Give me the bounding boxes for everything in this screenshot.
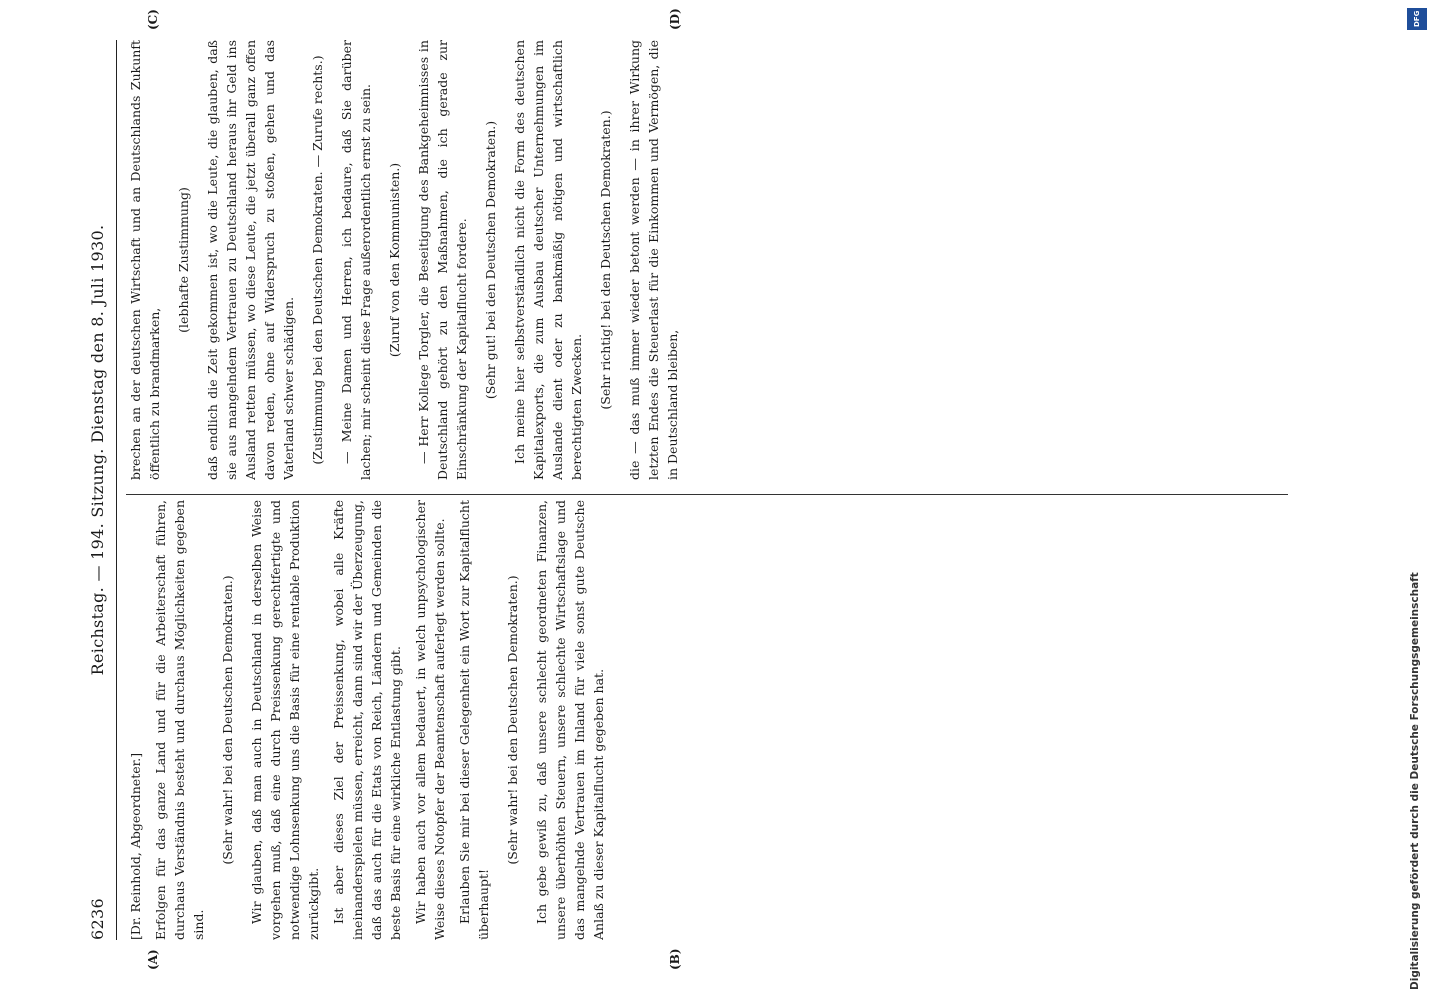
interjection: (Zuruf von den Kommunisten.) [387, 162, 402, 358]
page-number: 6236 [88, 898, 107, 940]
speaker-line: [Dr. Reinhold, Abgeordneter.] [128, 752, 143, 940]
paragraph: die — das muß immer wieder betont werden — in ihrer Wirkung letzten Endes die Steuerlast für die Einkommen und Vermögen, die in Deutschland bleiben, [627, 40, 680, 480]
funding-notice: Digitalisierung gefördert durch die Deutsche Forschungsgemeinschaft [1409, 572, 1421, 990]
paragraph: brechen an der deutschen Wirtschaft und an Deutschlands Zukunft öffentlich zu brandmarken, [128, 40, 162, 480]
header-rule [116, 40, 117, 940]
paragraph: Erlauben Sie mir bei dieser Gelegenheit ein Wort zur Kapitalflucht überhaupt! [457, 500, 491, 940]
interjection: (Sehr wahr! bei den Deutschen Demokraten.) [220, 575, 235, 865]
paragraph: — Meine Damen und Herren, ich bedaure, daß Sie darüber lachen; mir scheint diese Frage außerordentlich ernst zu sein. [339, 40, 373, 480]
margin-marker-c: (C) [146, 9, 160, 30]
paragraph: Ich gebe gewiß zu, daß unsere schlecht geordneten Finanzen, unsere überhöhten Steuern, unsere schlechte Wirtschaftslage und das mangelnde Vertrauen im Inland für viele sonst gute Deutsche Anlaß zu dieser Kapitalflucht gegeben hat. [534, 500, 606, 940]
page-header [88, 40, 118, 940]
interjection: (Sehr wahr! bei den Deutschen Demokraten.) [505, 575, 520, 865]
interjection: (Sehr richtig! bei den Deutschen Demokraten.) [598, 110, 613, 410]
margin-marker-d: (D) [668, 8, 682, 30]
paragraph: Ich meine hier selbstverständlich nicht die Form des deutschen Kapitalexports, die zum Ausbau deutscher Unternehmungen im Auslande dient oder zu bankmäßig nötigen und wirtschaftlich berechtigten Zwecken. [512, 40, 584, 480]
paragraph: Wir haben auch vor allem bedauert, in welch unpsychologischer Weise dieses Notopfer der Beamtenschaft auferlegt werden sollte. [413, 500, 447, 940]
paragraph: Ist aber dieses Ziel der Preissenkung, wobei alle Kräfte ineinanderspielen müssen, erreicht, dann sind wir der Überzeugung, daß das auch für die Etats von Reich, Ländern und Gemeinden die beste Basis für eine wirkliche Entlastung gibt. [331, 500, 403, 940]
right-column [126, 40, 1288, 480]
column-divider [126, 494, 1288, 495]
paragraph: daß endlich die Zeit gekommen ist, wo die Leute, die glauben, daß sie aus mangelndem Vertrauen zu Deutschland heraus ihr Geld ins Ausland retten müssen, wo diese Leute, die jetzt überall ganz offen davon reden, ohne auf Widerspruch zu stoßen, gehen und das Vaterland schwer schädigen. [205, 40, 296, 480]
interjection: (Sehr gut! bei den Deutschen Demokraten.) [483, 120, 498, 400]
rotated-page [68, 0, 1308, 1000]
interjection: (Zustimmung bei den Deutschen Demokraten. — Zurufe rechts.) [310, 55, 325, 465]
left-column [126, 500, 1288, 940]
paragraph: Wir glauben, daß man auch in Deutschland in derselben Weise vorgehen muß, daß eine durch Preissenkung gerechtfertigte und notwendige Lohnsenkung uns die Basis für eine rentable Produktion zurückgibt. [249, 500, 321, 940]
margin-marker-a: (A) [146, 949, 160, 970]
interjection: (lebhafte Zustimmung) [176, 187, 191, 333]
dfg-logo: DFG [1407, 8, 1427, 30]
paragraph: Erfolgen für das ganze Land und für die Arbeiterschaft führen, durchaus Verständnis besteht und durchaus Möglichkeiten gegeben sind. [153, 500, 206, 940]
paragraph: — Herr Kollege Torgler, die Beseitigung des Bankgeheimnisses in Deutschland gehört zu den Maßnahmen, die ich gerade zur Einschränkung der Kapitalflucht fordere. [416, 40, 469, 480]
dfg-sidebar [1400, 0, 1434, 1000]
running-title: Reichstag. — 194. Sitzung. Dienstag den 8. Juli 1930. [88, 224, 107, 676]
margin-marker-b: (B) [668, 948, 682, 970]
